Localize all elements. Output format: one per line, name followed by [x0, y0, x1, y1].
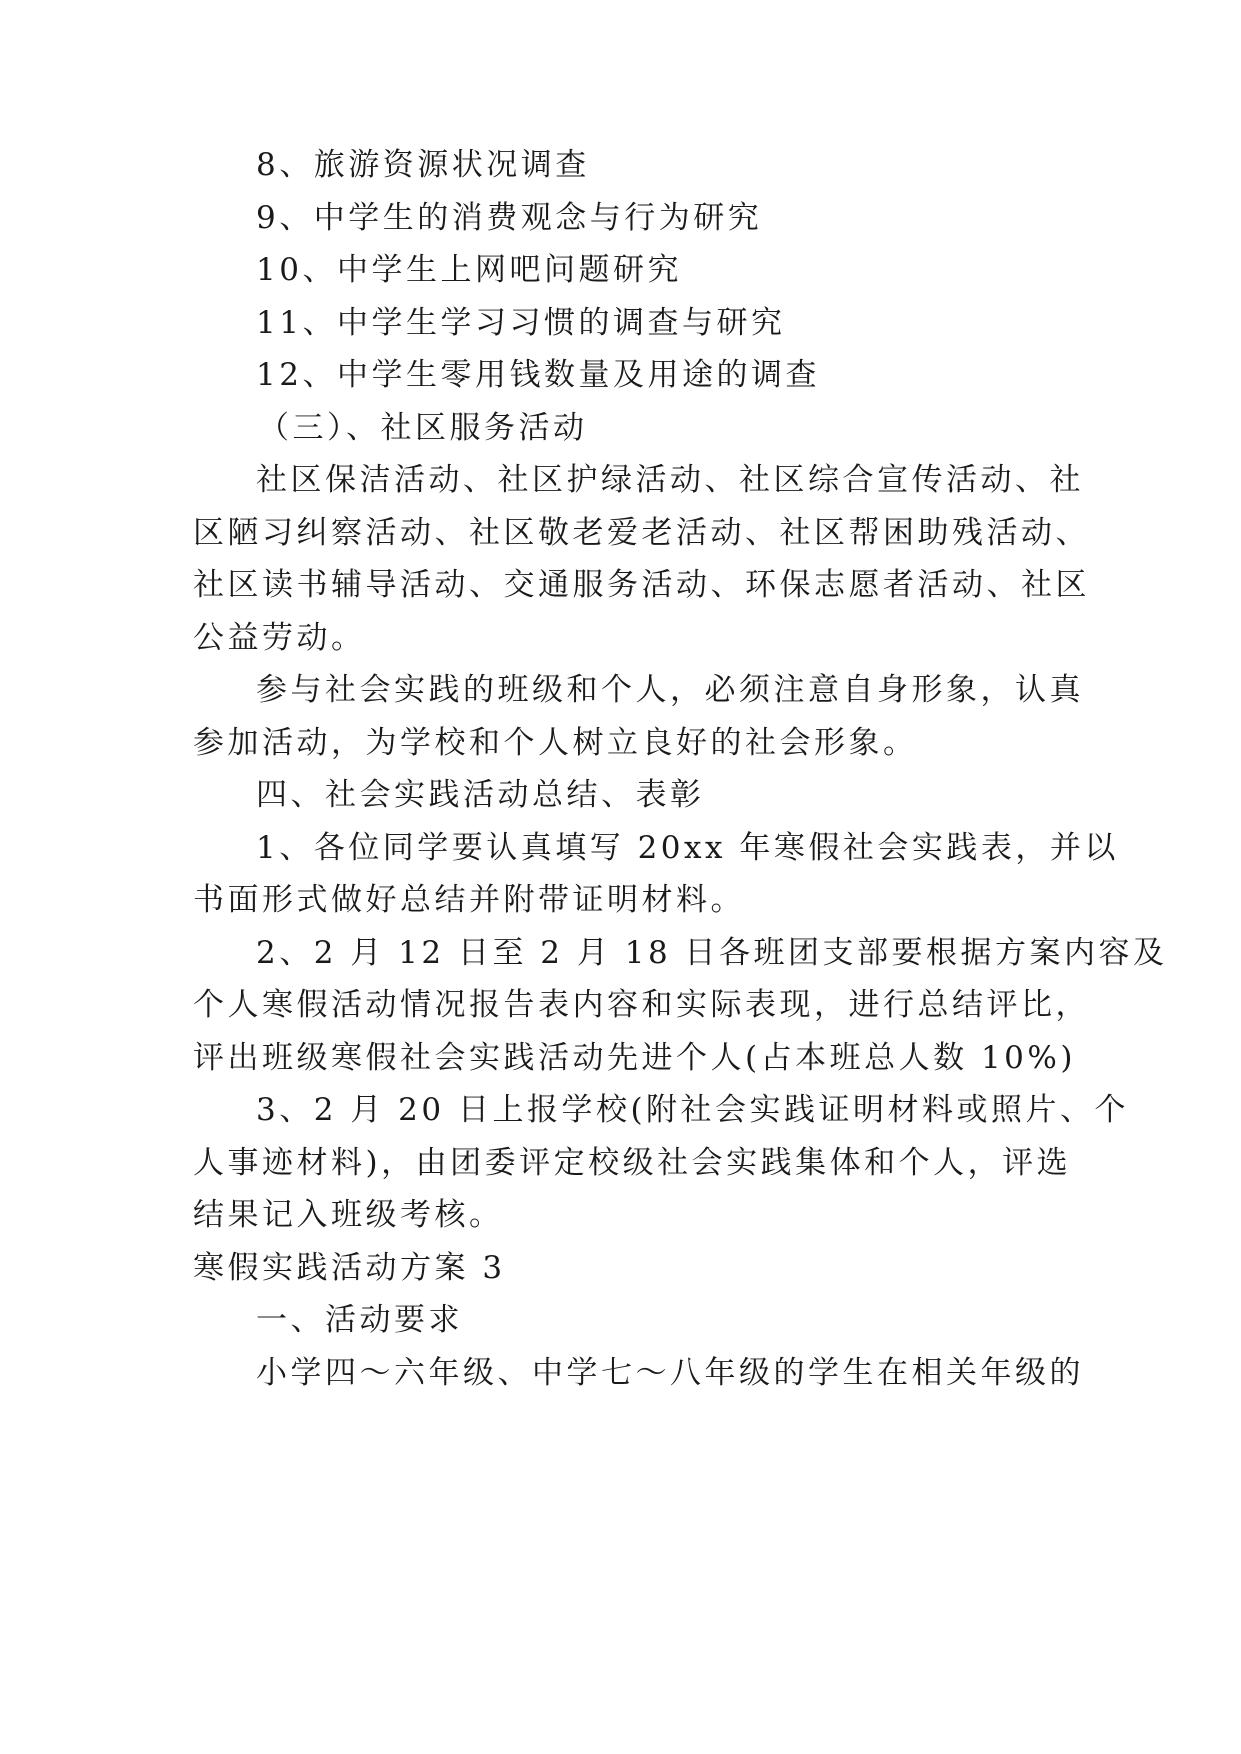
paragraph-line: 结果记入班级考核。	[193, 1197, 504, 1233]
paragraph-line: 书面形式做好总结并附带证明材料。	[193, 882, 745, 918]
section-heading-requirements: 一、活动要求	[256, 1302, 463, 1338]
section-heading-summary: 四、社会实践活动总结、表彰	[256, 777, 705, 813]
paragraph-line: 评出班级寒假社会实践活动先进个人(占本班总人数 10%)	[193, 1040, 1076, 1076]
document-title: 寒假实践活动方案 3	[193, 1250, 506, 1286]
list-item-9: 9、中学生的消费观念与行为研究	[256, 200, 763, 236]
paragraph-line: 公益劳动。	[193, 620, 366, 656]
paragraph-line: 社区保洁活动、社区护绿活动、社区综合宣传活动、社	[256, 462, 1084, 498]
paragraph-line: 参与社会实践的班级和个人，必须注意自身形象，认真	[256, 672, 1084, 708]
paragraph-line: 小学四～六年级、中学七～八年级的学生在相关年级的	[256, 1355, 1084, 1391]
list-item-8: 8、旅游资源状况调查	[256, 147, 590, 183]
paragraph-line: 区陋习纠察活动、社区敬老爱老活动、社区帮困助残活动、	[193, 515, 1090, 551]
paragraph-line: 人事迹材料)，由团委评定校级社会实践集体和个人，评选	[193, 1145, 1072, 1181]
paragraph-line: 2、2 月 12 日至 2 月 18 日各班团支部要根据方案内容及	[256, 935, 1168, 971]
section-heading-community-service: （三）、社区服务活动	[258, 410, 588, 446]
paragraph-line: 3、2 月 20 日上报学校(附社会实践证明材料或照片、个	[256, 1092, 1130, 1128]
paragraph-line: 参加活动，为学校和个人树立良好的社会形象。	[193, 725, 918, 761]
list-item-12: 12、中学生零用钱数量及用途的调查	[256, 357, 820, 393]
paragraph-line: 个人寒假活动情况报告表内容和实际表现，进行总结评比，	[193, 987, 1090, 1023]
list-item-11: 11、中学生学习习惯的调查与研究	[256, 305, 786, 341]
paragraph-line: 1、各位同学要认真填写 20xx 年寒假社会实践表，并以	[256, 830, 1119, 866]
paragraph-line: 社区读书辅导活动、交通服务活动、环保志愿者活动、社区	[193, 567, 1090, 603]
list-item-10: 10、中学生上网吧问题研究	[256, 252, 682, 288]
